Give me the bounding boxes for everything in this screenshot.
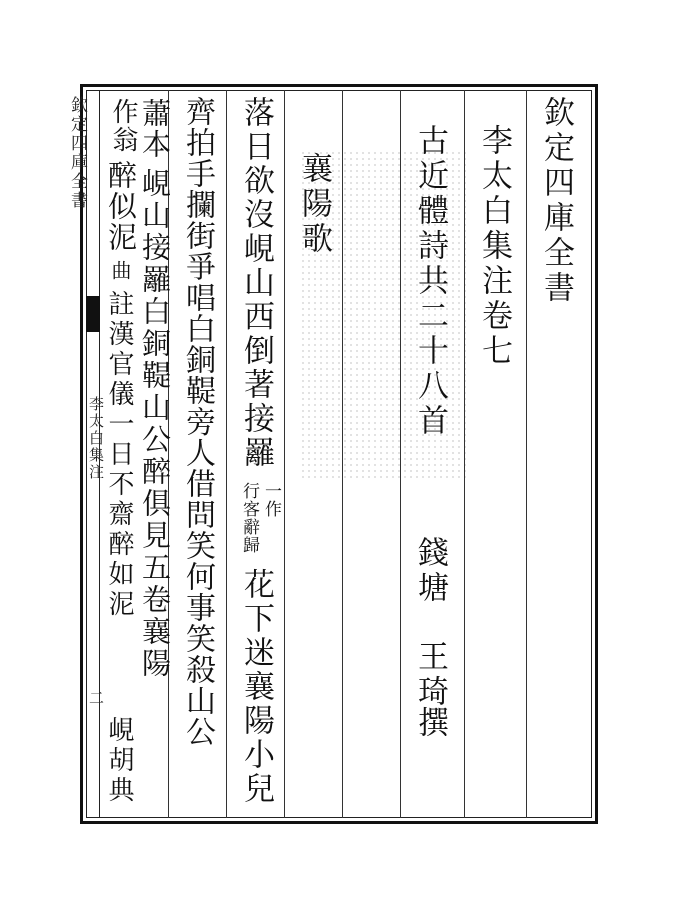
column-rule xyxy=(342,90,343,818)
commentary-text: 峴胡典 xyxy=(104,716,134,806)
commentary-text: 作翁 xyxy=(108,98,138,154)
column-rule xyxy=(526,90,527,818)
compiler-place: 錢塘 xyxy=(412,536,448,606)
volume-title: 李太白集注卷七 xyxy=(476,124,512,369)
poem-title: 襄陽歌 xyxy=(296,152,332,257)
poem-line: 齊拍手攔街爭唱白銅鞮旁人借問笑何事笑殺山公 xyxy=(180,96,215,747)
book-title: 欽定四庫全書 xyxy=(538,96,574,306)
page-number: 二 xyxy=(87,690,105,707)
compiler-verb: 撰 xyxy=(412,706,448,741)
column-rule xyxy=(400,90,401,818)
running-book-title: 李太白集注 xyxy=(87,396,105,481)
compiler-name: 王琦 xyxy=(412,640,448,710)
commentary-text: 註漢官儀一日不齋醉如泥 xyxy=(104,290,134,620)
commentary-text: 峴山接䍦白銅鞮山公醉俱見五卷襄陽 xyxy=(138,168,172,680)
column-rule xyxy=(226,90,227,818)
running-title: 欽定四庫全書 xyxy=(67,96,87,210)
commentary-text: 醉似泥 xyxy=(104,160,138,253)
fold-black-mark xyxy=(86,296,100,332)
variant-note: 一作 xyxy=(261,482,281,518)
column-rule xyxy=(284,90,285,818)
column-rule xyxy=(464,90,465,818)
poem-line: 花下迷襄陽小兒 xyxy=(238,568,274,806)
commentary-text: 蕭本 xyxy=(138,98,172,160)
section-heading: 古近體詩共二十八首 xyxy=(412,124,448,439)
poem-line: 落日欲沒峴山西倒著接䍦 xyxy=(238,96,274,470)
variant-note: 行客辭歸 xyxy=(239,482,259,554)
commentary-text: 曲 xyxy=(108,260,132,281)
